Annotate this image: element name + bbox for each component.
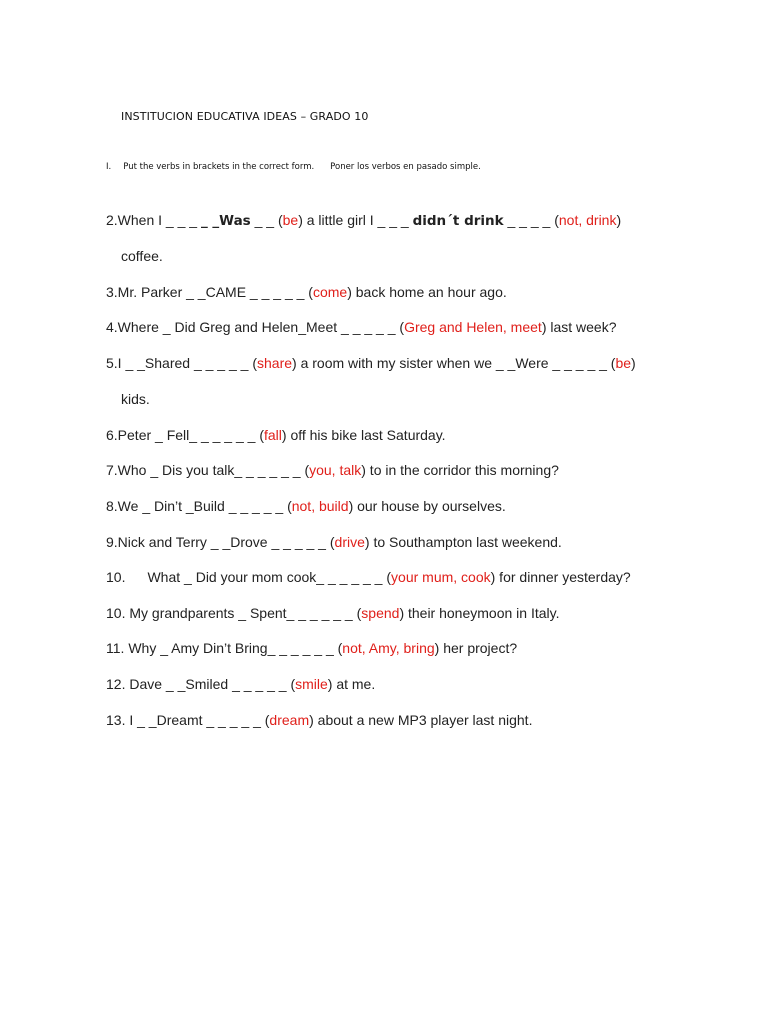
exercise-2: [106, 211, 621, 230]
exercise-7: [106, 461, 559, 479]
exercise-text: 9.Nick and Terry _ _Drove _ _ _ _ _ (: [106, 534, 335, 550]
exercise-text: 4.Where _ Did Greg and Helen_Meet _ _ _ _ _ (: [106, 319, 405, 335]
exercise-3: [106, 283, 507, 301]
exercise-text: ) back home an hour ago.: [347, 284, 507, 300]
exercise-text: _ _ _ _ (: [503, 212, 559, 228]
answer-text: _ _Was: [200, 213, 251, 229]
instruction-spanish: Poner los verbos en pasado simple.: [330, 162, 481, 172]
verb-hint: smile: [295, 676, 328, 692]
exercise-13: [106, 711, 532, 729]
exercise-text: ) off his bike last Saturday.: [281, 427, 446, 443]
exercise-8: [106, 497, 506, 515]
exercise-number: 10.: [106, 569, 126, 585]
exercise-10a: [106, 568, 631, 586]
verb-hint: your mum, cook: [391, 569, 491, 585]
exercise-text: ) a room with my sister when we _ _Were _ _ _ _ _ (: [292, 355, 616, 371]
exercise-5: [106, 354, 636, 372]
exercise-text: ): [631, 355, 636, 371]
exercise-text: ) to Southampton last weekend.: [364, 534, 562, 550]
verb-hint: come: [312, 284, 348, 300]
exercise-9: [106, 533, 562, 551]
verb-hint: you, talk: [309, 462, 362, 478]
verb-hint: drive: [334, 534, 365, 550]
exercise-2-continuation: coffee.: [121, 248, 163, 264]
verb-hint: not, drink: [558, 212, 617, 228]
verb-hint: not, Amy, bring: [342, 640, 435, 656]
exercise-11: [106, 639, 517, 657]
exercise-text: ) about a new MP3 player last night.: [309, 712, 533, 728]
verb-hint: be: [282, 212, 299, 228]
verb-hint: share: [257, 355, 293, 371]
verb-hint: dream: [269, 712, 310, 728]
exercise-10b: [106, 604, 559, 622]
exercise-text: 12. Dave _ _Smiled _ _ _ _ _ (: [106, 676, 296, 692]
exercise-text: ) their honeymoon in Italy.: [399, 605, 560, 621]
exercise-text: ) for dinner yesterday?: [490, 569, 631, 585]
exercise-text: 2.When I _ _ _: [106, 212, 201, 228]
exercise-text: ) to in the corridor this morning?: [361, 462, 559, 478]
exercise-text: ) a little girl I _ _ _: [298, 212, 413, 228]
exercise-text: 10. My grandparents _ Spent_ _ _ _ _ _ (: [106, 605, 362, 621]
exercise-text: ) last week?: [541, 319, 617, 335]
exercise-text: ) our house by ourselves.: [348, 498, 506, 514]
exercise-5-continuation: kids.: [121, 391, 150, 407]
exercise-text: ) at me.: [327, 676, 376, 692]
instruction-english: Put the verbs in brackets in the correct form.: [123, 162, 315, 172]
verb-hint: be: [615, 355, 632, 371]
answer-text: didn´t drink: [412, 213, 504, 229]
exercise-text: 5.I _ _Shared _ _ _ _ _ (: [106, 355, 257, 371]
exercise-text: 7.Who _ Dis you talk_ _ _ _ _ _ (: [106, 462, 310, 478]
exercise-text: 8.We _ Din’t _Build _ _ _ _ _ (: [106, 498, 292, 514]
document-title: INSTITUCION EDUCATIVA IDEAS – GRADO 10: [121, 110, 369, 123]
exercise-text: ): [616, 212, 622, 228]
instruction-number: I.: [106, 162, 112, 172]
exercise-text: 11. Why _ Amy Din’t Bring_ _ _ _ _ _ (: [106, 640, 343, 656]
exercise-text: 13. I _ _Dreamt _ _ _ _ _ (: [106, 712, 270, 728]
instruction-line: [106, 162, 481, 172]
exercise-4: [106, 318, 617, 336]
exercise-text: 6.Peter _ Fell_ _ _ _ _ _ (: [106, 427, 264, 443]
exercise-text: 3.Mr. Parker _ _CAME _ _ _ _ _ (: [106, 284, 313, 300]
exercise-text: What _ Did your mom cook_ _ _ _ _ _ (: [147, 569, 392, 585]
verb-hint: not, build: [291, 498, 349, 514]
verb-hint: fall: [263, 427, 282, 443]
exercise-6: [106, 426, 446, 444]
exercise-text: ) her project?: [434, 640, 518, 656]
exercise-text: _ _ (: [250, 212, 283, 228]
exercise-12: [106, 675, 375, 693]
verb-hint: spend: [361, 605, 400, 621]
verb-hint: Greg and Helen, meet: [404, 319, 542, 335]
